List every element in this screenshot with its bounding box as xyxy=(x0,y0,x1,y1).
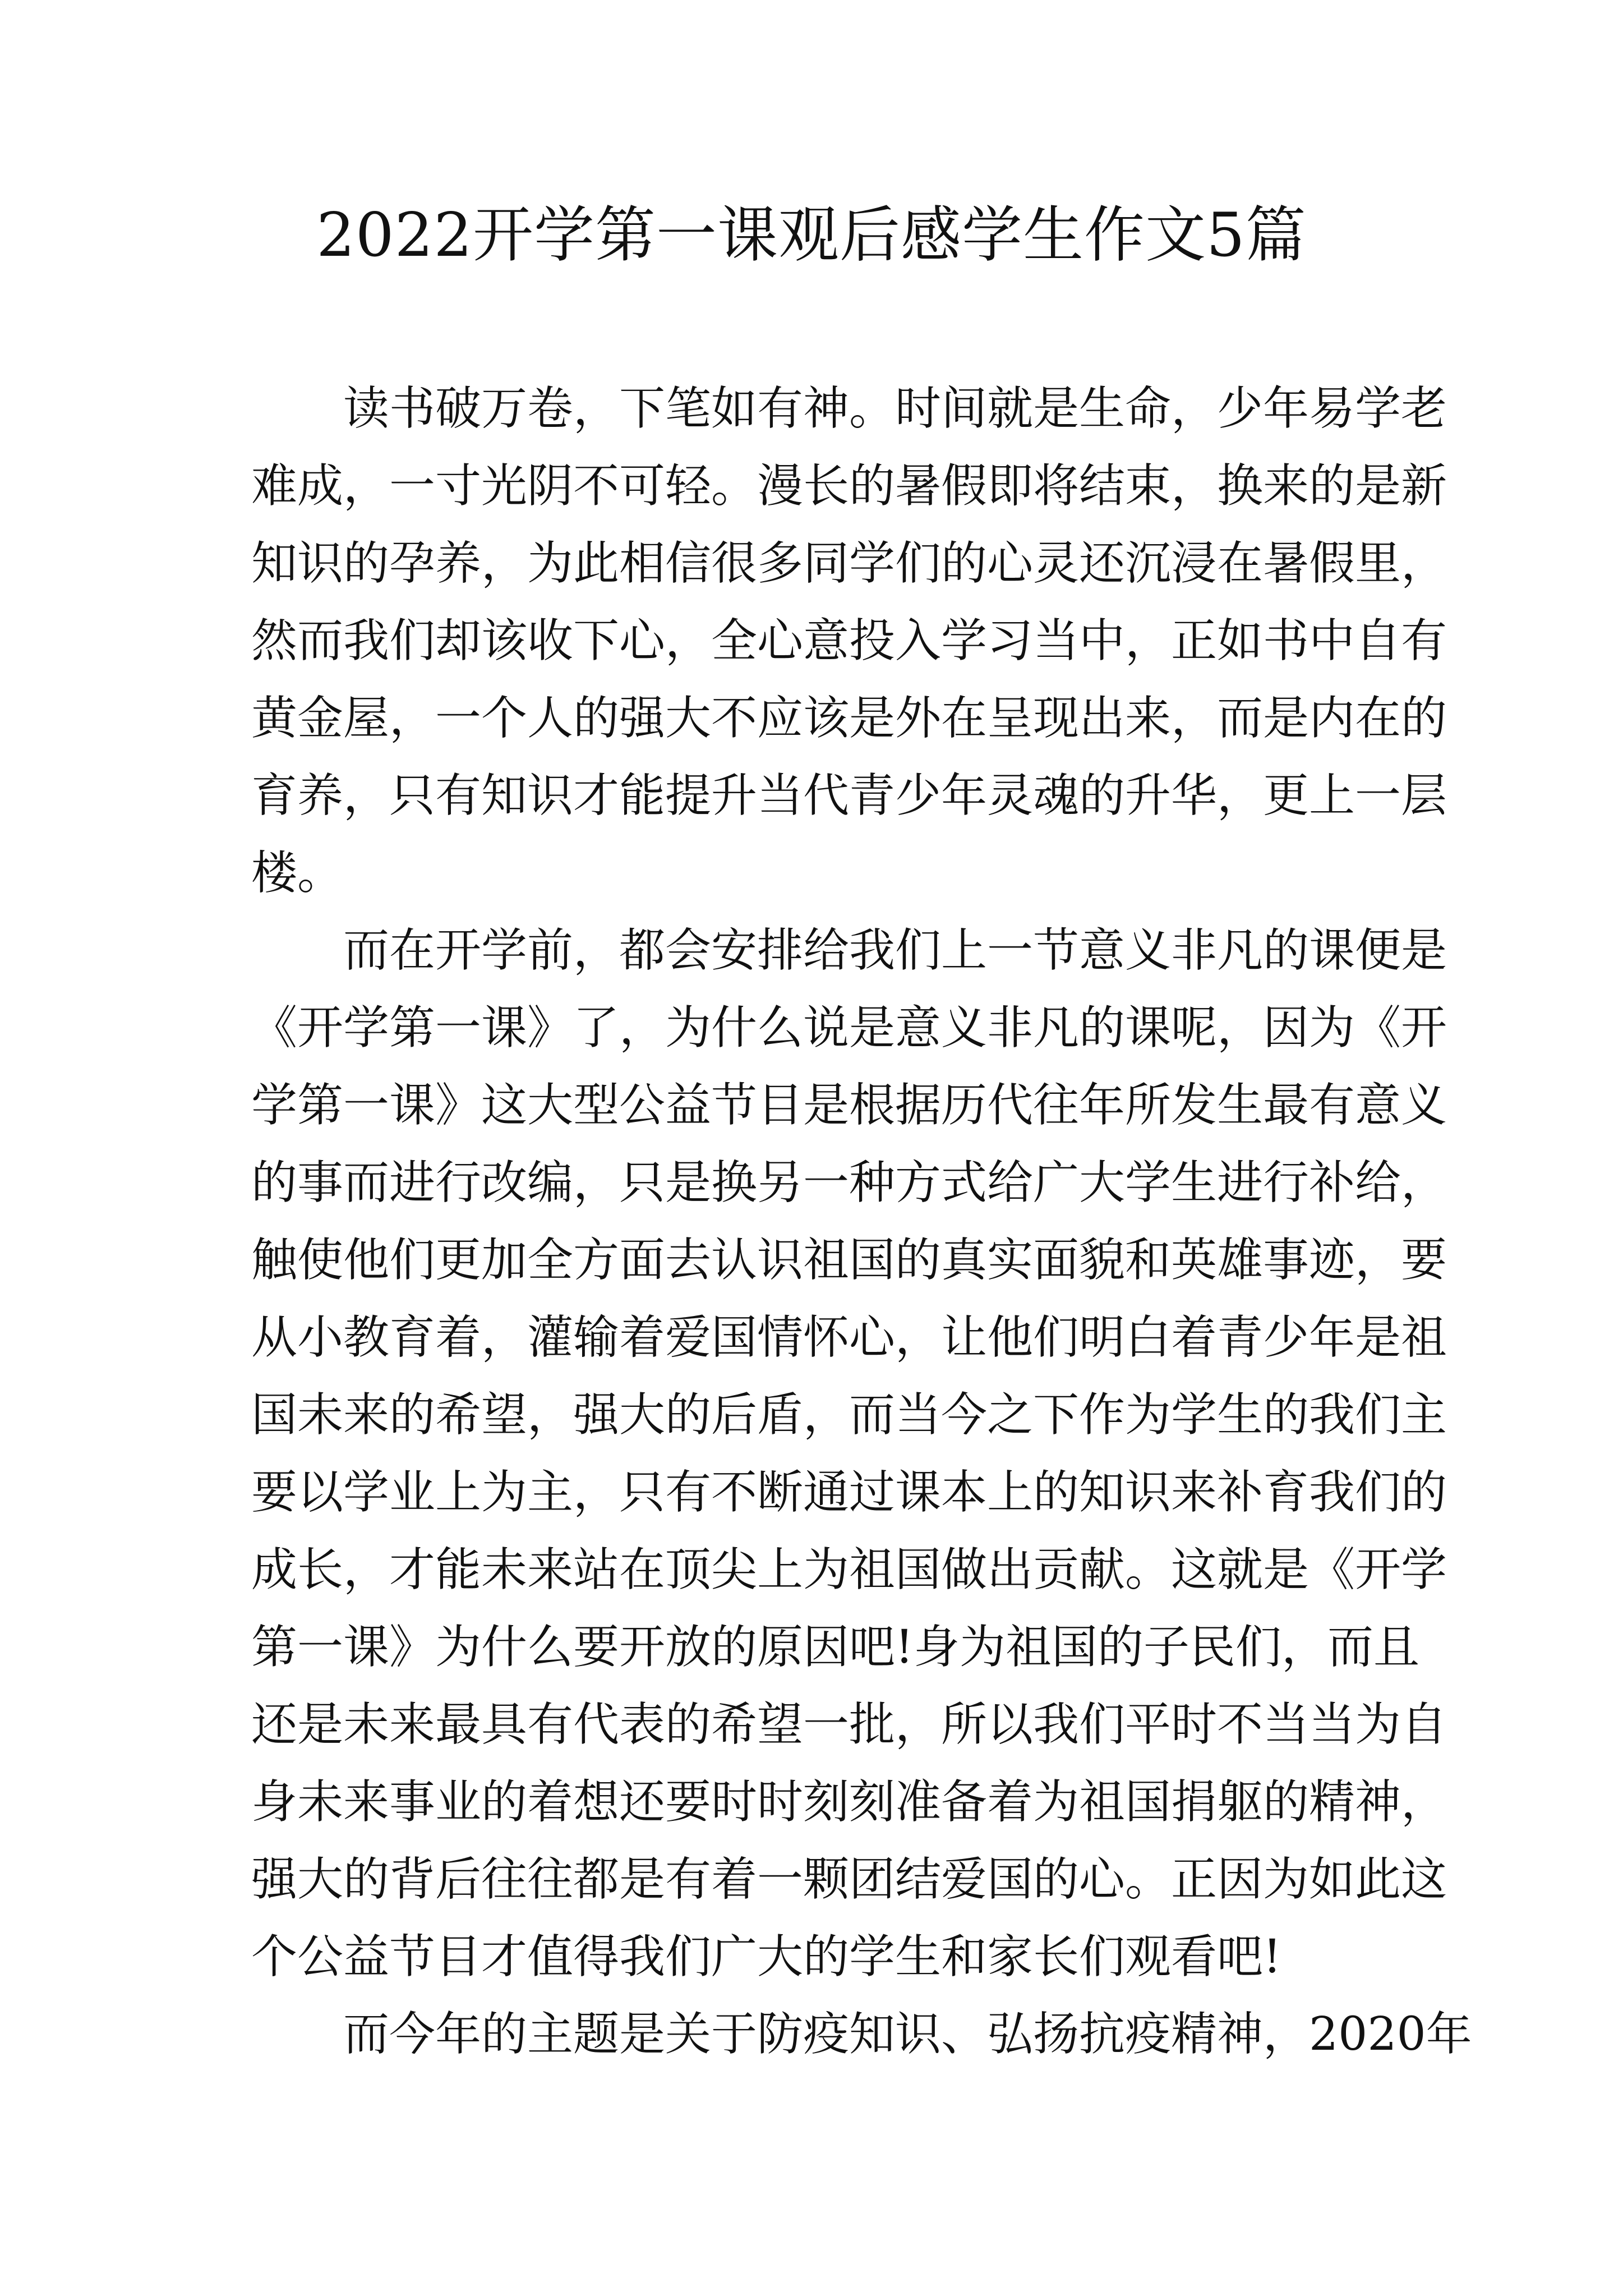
paragraph-1-line-4: 然而我们却该收下心，全心意投入学习当中，正如书中自有 xyxy=(251,614,1447,668)
paragraph-2-line-14: 个公益节目才值得我们广大的学生和家长们观看吧! xyxy=(251,1930,1281,1984)
paragraph-1-line-6: 育养，只有知识才能提升当代青少年灵魂的升华，更上一层 xyxy=(251,769,1447,822)
document-title: 2022开学第一课观后感学生作文5篇 xyxy=(316,200,1307,270)
paragraph-2-line-4: 的事而进行改编，只是换另一种方式给广大学生进行补给， xyxy=(251,1156,1447,1209)
paragraph-1-line-7: 楼。 xyxy=(251,846,344,900)
paragraph-1-line-3: 知识的孕养，为此相信很多同学们的心灵还沉浸在暑假里， xyxy=(251,537,1447,590)
paragraph-2-line-6: 从小教育着，灌输着爱国情怀心，让他们明白着青少年是祖 xyxy=(251,1311,1447,1364)
paragraph-3-line-1: 而今年的主题是关于防疫知识、弘扬抗疫精神，2020年 xyxy=(343,2008,1472,2061)
paragraph-2-line-12: 身未来事业的着想还要时时刻刻准备着为祖国捐躯的精神， xyxy=(251,1775,1447,1829)
paragraph-2-line-8: 要以学业上为主，只有不断通过课本上的知识来补育我们的 xyxy=(251,1466,1447,1519)
document-body xyxy=(251,370,1472,2073)
paragraph-1-line-1: 读书破万卷，下笔如有神。时间就是生命，少年易学老 xyxy=(343,382,1447,435)
paragraph-2-line-9: 成长，才能未来站在顶尖上为祖国做出贡献。这就是《开学 xyxy=(251,1543,1447,1596)
paragraph-2-line-5: 触使他们更加全方面去认识祖国的真实面貌和英雄事迹，要 xyxy=(251,1234,1447,1287)
paragraph-2-line-1: 而在开学前，都会安排给我们上一节意义非凡的课便是 xyxy=(343,924,1447,977)
paragraph-1-line-2: 难成，一寸光阴不可轻。漫长的暑假即将结束，换来的是新 xyxy=(251,459,1447,513)
paragraph-2-line-11: 还是未来最具有代表的希望一批，所以我们平时不当当为自 xyxy=(251,1698,1447,1751)
paragraph-2-line-2: 《开学第一课》了，为什么说是意义非凡的课呢，因为《开 xyxy=(251,1001,1447,1055)
paragraph-1-line-5: 黄金屋，一个人的强大不应该是外在呈现出来，而是内在的 xyxy=(251,692,1447,745)
paragraph-2-line-10: 第一课》为什么要开放的原因吧!身为祖国的子民们，而且 xyxy=(251,1621,1419,1674)
paragraph-2-line-13: 强大的背后往往都是有着一颗团结爱国的心。正因为如此这 xyxy=(251,1853,1447,1906)
paragraph-2-line-7: 国未来的希望，强大的后盾，而当今之下作为学生的我们主 xyxy=(251,1388,1447,1442)
paragraph-2-line-3: 学第一课》这大型公益节目是根据历代往年所发生最有意义 xyxy=(251,1079,1447,1132)
